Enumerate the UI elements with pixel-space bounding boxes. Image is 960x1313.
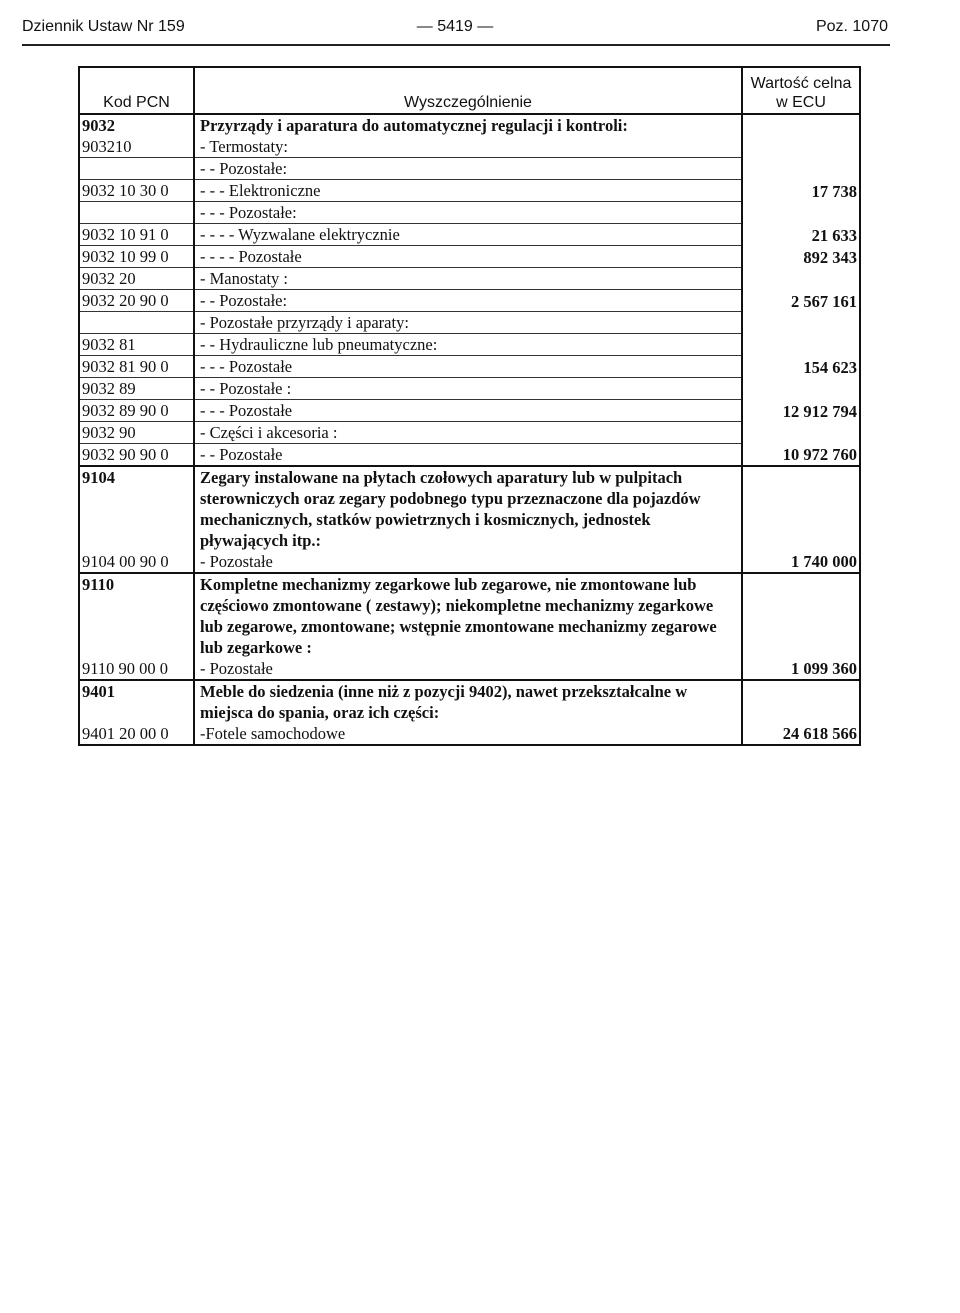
pcn-code: 903210 [79, 136, 194, 158]
pcn-code: 9032 20 90 0 [79, 290, 194, 312]
table-row [79, 551, 860, 573]
table-row [79, 356, 860, 378]
pcn-code: 9032 81 90 0 [79, 356, 194, 378]
table-row [79, 202, 860, 224]
item-description: - Pozostałe przyrządy i aparaty: [194, 312, 742, 334]
pcn-code [79, 312, 194, 334]
table-row [79, 378, 860, 400]
table-row [79, 466, 860, 551]
item-description: - - Pozostałe [194, 444, 742, 467]
column-header-description: Wyszczególnienie [194, 67, 742, 114]
customs-value [742, 466, 860, 551]
customs-value [742, 680, 860, 723]
customs-value [742, 422, 860, 444]
pcn-code: 9401 20 00 0 [79, 723, 194, 745]
journal-title: Dziennik Ustaw Nr 159 [22, 18, 185, 35]
customs-value: 24 618 566 [742, 723, 860, 745]
customs-value: 10 972 760 [742, 444, 860, 467]
customs-value: 17 738 [742, 180, 860, 202]
customs-value [742, 573, 860, 658]
pcn-code: 9032 89 [79, 378, 194, 400]
pcn-customs-table [78, 66, 861, 746]
item-description: - - - Pozostałe: [194, 202, 742, 224]
page-header [22, 18, 888, 44]
table-row [79, 422, 860, 444]
customs-value: 892 343 [742, 246, 860, 268]
pcn-code: 9032 90 90 0 [79, 444, 194, 467]
customs-value [742, 114, 860, 136]
customs-value [742, 158, 860, 180]
item-description: - - - - Pozostałe [194, 246, 742, 268]
item-description: -Fotele samochodowe [194, 723, 742, 745]
customs-value [742, 334, 860, 356]
pcn-code: 9032 90 [79, 422, 194, 444]
item-description: Przyrządy i aparatura do automatycznej regulacji i kontroli: [194, 114, 742, 136]
pcn-code [79, 202, 194, 224]
item-description: - - - Pozostałe [194, 400, 742, 422]
pcn-code: 9032 10 30 0 [79, 180, 194, 202]
customs-value [742, 136, 860, 158]
item-description: Kompletne mechanizmy zegarkowe lub zegarowe, nie zmontowane lub częściowo zmontowane ( zestawy); niekompletne mechanizmy zegarkowe lub zegarowe, zmontowane; wstępnie zmontowane mechanizmy zegarowe lub zegarkowe : [194, 573, 742, 658]
column-header-value: Wartość celna w ECU [742, 67, 860, 114]
item-description: - - - - Wyzwalane elektrycznie [194, 224, 742, 246]
item-description: - Części i akcesoria : [194, 422, 742, 444]
customs-value: 21 633 [742, 224, 860, 246]
item-description: - - Pozostałe: [194, 290, 742, 312]
customs-value [742, 312, 860, 334]
pcn-code: 9032 10 99 0 [79, 246, 194, 268]
pcn-code: 9032 [79, 114, 194, 136]
item-description: Zegary instalowane na płytach czołowych aparatury lub w pulpitach sterowniczych oraz zegary podobnego typu przeznaczone dla pojazdów mechanicznych, statków powietrznych i kosmicznych, jednostek pływających itp.: [194, 466, 742, 551]
pcn-code: 9110 90 00 0 [79, 658, 194, 680]
table-row [79, 573, 860, 658]
position-number: Poz. 1070 [815, 18, 888, 35]
table-row [79, 680, 860, 723]
item-description: - - Pozostałe: [194, 158, 742, 180]
customs-value: 1 740 000 [742, 551, 860, 573]
table-row [79, 246, 860, 268]
table-row [79, 158, 860, 180]
item-description: - Pozostałe [194, 551, 742, 573]
customs-value [742, 202, 860, 224]
table-row [79, 290, 860, 312]
pcn-code: 9110 [79, 573, 194, 658]
page-number: — 5419 — [416, 18, 494, 35]
item-description: - - Hydrauliczne lub pneumatyczne: [194, 334, 742, 356]
customs-value [742, 268, 860, 290]
pcn-code: 9401 [79, 680, 194, 723]
column-header-code: Kod PCN [79, 67, 194, 114]
table-row [79, 658, 860, 680]
pcn-code: 9032 89 90 0 [79, 400, 194, 422]
item-description: - - - Pozostałe [194, 356, 742, 378]
item-description: - - - Elektroniczne [194, 180, 742, 202]
table-row [79, 723, 860, 745]
customs-value: 12 912 794 [742, 400, 860, 422]
customs-value: 154 623 [742, 356, 860, 378]
table-row [79, 136, 860, 158]
item-description: - Termostaty: [194, 136, 742, 158]
table-row [79, 312, 860, 334]
item-description: - - Pozostałe : [194, 378, 742, 400]
header-divider [22, 44, 890, 46]
table-row [79, 444, 860, 467]
table-row [79, 400, 860, 422]
table-header-row [79, 67, 860, 114]
item-description: - Manostaty : [194, 268, 742, 290]
pcn-code: 9104 00 90 0 [79, 551, 194, 573]
table-row [79, 224, 860, 246]
table-row [79, 114, 860, 136]
pcn-code [79, 158, 194, 180]
table-row [79, 268, 860, 290]
customs-value: 2 567 161 [742, 290, 860, 312]
customs-value: 1 099 360 [742, 658, 860, 680]
pcn-code: 9032 20 [79, 268, 194, 290]
customs-value [742, 378, 860, 400]
pcn-code: 9032 10 91 0 [79, 224, 194, 246]
item-description: - Pozostałe [194, 658, 742, 680]
pcn-code: 9104 [79, 466, 194, 551]
item-description: Meble do siedzenia (inne niż z pozycji 9402), nawet przekształcalne w miejsca do spania, oraz ich części: [194, 680, 742, 723]
table-row [79, 180, 860, 202]
pcn-code: 9032 81 [79, 334, 194, 356]
table-row [79, 334, 860, 356]
